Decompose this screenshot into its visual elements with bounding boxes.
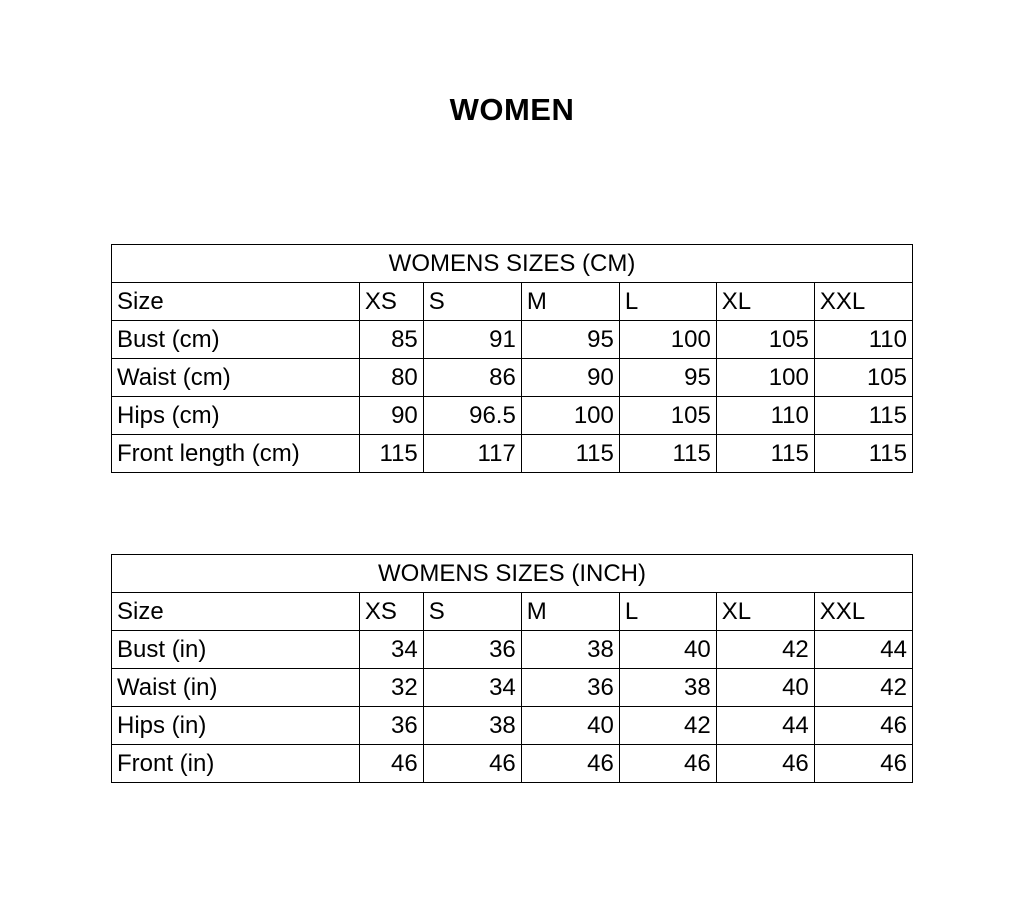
table-cell: 100	[716, 359, 814, 397]
row-label: Bust (cm)	[112, 321, 360, 359]
table-cell: 40	[521, 707, 619, 745]
table-cell: 115	[359, 435, 423, 473]
table-cell: 46	[359, 745, 423, 783]
table-cell: 36	[521, 669, 619, 707]
table-row	[112, 435, 913, 473]
table-row	[112, 397, 913, 435]
table-cell: 100	[619, 321, 716, 359]
table-cell: 40	[716, 669, 814, 707]
header-cell-m: M	[521, 283, 619, 321]
table-cell: 40	[619, 631, 716, 669]
table-cell: 115	[619, 435, 716, 473]
row-label: Waist (cm)	[112, 359, 360, 397]
row-label: Waist (in)	[112, 669, 360, 707]
table-caption-row	[112, 245, 913, 283]
table-header-row	[112, 593, 913, 631]
table-row	[112, 321, 913, 359]
table-cell: 95	[619, 359, 716, 397]
table-cell: 115	[814, 435, 912, 473]
header-cell-size: Size	[112, 593, 360, 631]
header-cell-s: S	[423, 593, 521, 631]
table-cell: 34	[423, 669, 521, 707]
table-cell: 38	[521, 631, 619, 669]
table-header-row	[112, 283, 913, 321]
table-cell: 38	[423, 707, 521, 745]
table-cell: 100	[521, 397, 619, 435]
table-cell: 105	[619, 397, 716, 435]
row-label: Hips (cm)	[112, 397, 360, 435]
row-label: Front length (cm)	[112, 435, 360, 473]
table-cell: 110	[716, 397, 814, 435]
header-cell-xl: XL	[716, 593, 814, 631]
table-cell: 46	[521, 745, 619, 783]
table-cell: 46	[716, 745, 814, 783]
header-cell-l: L	[619, 283, 716, 321]
table-cell: 38	[619, 669, 716, 707]
table-cell: 90	[359, 397, 423, 435]
table-cell: 85	[359, 321, 423, 359]
table-cell: 44	[716, 707, 814, 745]
row-label: Bust (in)	[112, 631, 360, 669]
table-cell: 95	[521, 321, 619, 359]
table-caption: WOMENS SIZES (CM)	[112, 245, 913, 283]
table-cell: 34	[359, 631, 423, 669]
header-cell-xxl: XXL	[814, 593, 912, 631]
table-cell: 115	[521, 435, 619, 473]
size-table-cm	[111, 244, 913, 473]
table-cell: 36	[359, 707, 423, 745]
row-label: Front (in)	[112, 745, 360, 783]
table-cell: 91	[423, 321, 521, 359]
row-label: Hips (in)	[112, 707, 360, 745]
table-cell: 115	[716, 435, 814, 473]
header-cell-l: L	[619, 593, 716, 631]
table-cell: 105	[814, 359, 912, 397]
header-cell-xxl: XXL	[814, 283, 912, 321]
table-cell: 115	[814, 397, 912, 435]
header-cell-xl: XL	[716, 283, 814, 321]
table-cell: 46	[814, 707, 912, 745]
table-row	[112, 707, 913, 745]
header-cell-xs: XS	[359, 593, 423, 631]
table-cell: 105	[716, 321, 814, 359]
table-cell: 110	[814, 321, 912, 359]
header-cell-s: S	[423, 283, 521, 321]
table-cell: 42	[814, 669, 912, 707]
header-cell-m: M	[521, 593, 619, 631]
table-cell: 44	[814, 631, 912, 669]
table-cell: 117	[423, 435, 521, 473]
table-row	[112, 745, 913, 783]
page-title: WOMEN	[449, 92, 575, 127]
table-row	[112, 359, 913, 397]
table-cell: 96.5	[423, 397, 521, 435]
table-cell: 36	[423, 631, 521, 669]
table-cell: 86	[423, 359, 521, 397]
table-row	[112, 669, 913, 707]
table-caption: WOMENS SIZES (INCH)	[112, 555, 913, 593]
size-table-inch	[111, 554, 913, 783]
table-cell: 32	[359, 669, 423, 707]
table-cell: 90	[521, 359, 619, 397]
table-cell: 46	[814, 745, 912, 783]
table-cell: 80	[359, 359, 423, 397]
header-cell-size: Size	[112, 283, 360, 321]
table-cell: 46	[619, 745, 716, 783]
table-caption-row	[112, 555, 913, 593]
header-cell-xs: XS	[359, 283, 423, 321]
table-cell: 42	[619, 707, 716, 745]
table-cell: 46	[423, 745, 521, 783]
table-cell: 42	[716, 631, 814, 669]
table-row	[112, 631, 913, 669]
